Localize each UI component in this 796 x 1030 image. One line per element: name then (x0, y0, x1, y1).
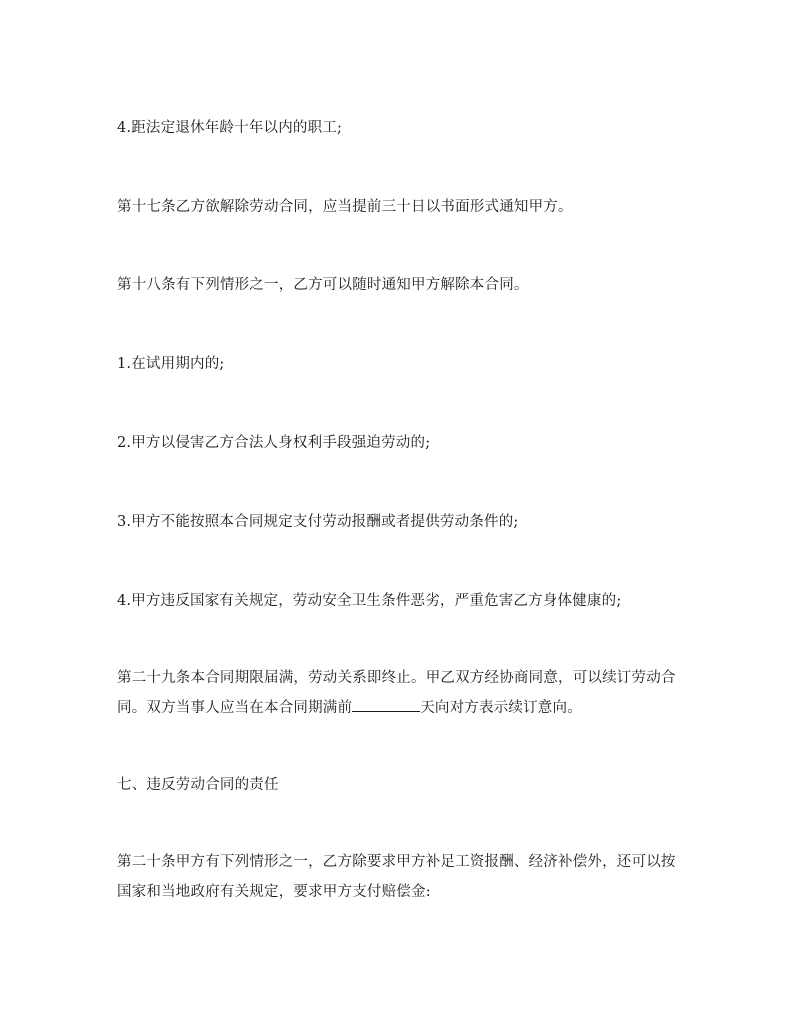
paragraph-article-29 (117, 663, 687, 723)
paragraph-article-18: 第十八条有下列情形之一，乙方可以随时通知甲方解除本合同。 (117, 277, 529, 293)
article-29-text: 第二十九条本合同期限届满，劳动关系即终止。甲乙双方经协商同意，可以续订劳动合同。双方当事人应当在本合同期满前 (117, 670, 676, 716)
section-heading: 七、违反劳动合同的责任 (117, 777, 279, 793)
paragraph-article-17: 第十七条乙方欲解除劳动合同，应当提前三十日以书面形式通知甲方。 (117, 199, 573, 215)
paragraph-item-1: 1.在试用期内的; (117, 356, 225, 372)
fill-in-blank (352, 695, 420, 712)
paragraph-retirement-clause: 4.距法定退休年龄十年以内的职工; (117, 120, 343, 136)
paragraph-article-20: 第二十条甲方有下列情形之一，乙方除要求甲方补足工资报酬、经济补偿外，还可以按国家和当地政府有关规定，要求甲方支付赔偿金: (117, 854, 676, 900)
paragraph-item-3: 3.甲方不能按照本合同规定支付劳动报酬或者提供劳动条件的; (117, 514, 519, 530)
paragraph-item-4: 4.甲方违反国家有关规定，劳动安全卫生条件恶劣，严重危害乙方身体健康的; (117, 593, 622, 609)
paragraph-item-2: 2.甲方以侵害乙方合法人身权利手段强迫劳动的; (117, 435, 431, 451)
article-29-text-end: 天向对方表示续订意向。 (420, 700, 582, 716)
